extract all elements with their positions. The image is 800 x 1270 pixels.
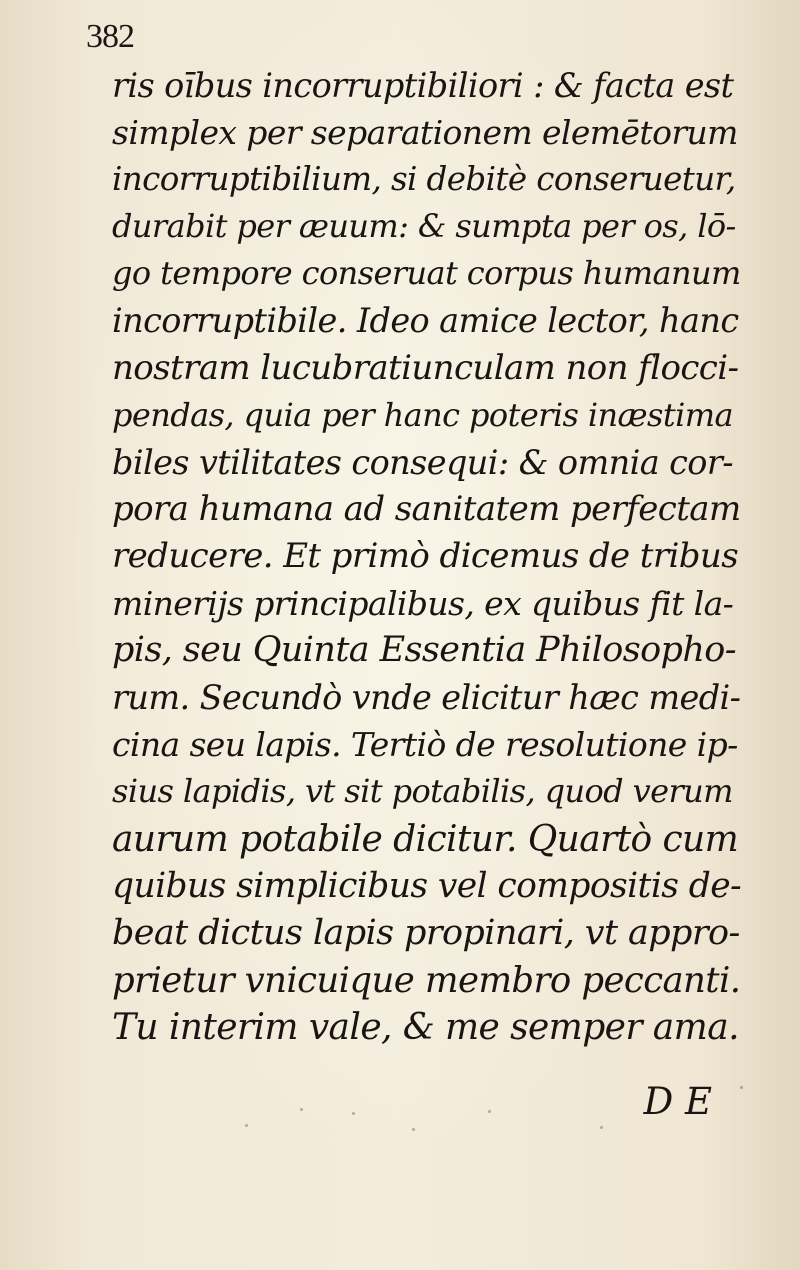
text-line: beat dictus lapis propinari, vt appro- <box>112 912 740 953</box>
text-line: rum. Secundò vnde elicitur hæc medi- <box>112 678 741 718</box>
paper-speck <box>600 1126 603 1129</box>
text-line: nostram lucubratiunculam non flocci- <box>112 347 739 388</box>
paper-speck <box>740 1086 743 1089</box>
text-line: cina seu lapis. Tertiò de resolutione ip- <box>112 725 738 765</box>
page-number: 382 <box>86 18 134 55</box>
catchword: D E <box>643 1080 712 1123</box>
paper-speck <box>352 1112 355 1115</box>
text-line: pis, seu Quinta Essentia Philosopho- <box>112 630 736 671</box>
text-line: biles vtilitates consequi: & omnia cor- <box>112 442 734 482</box>
text-line: minerijs principalibus, ex quibus fit la- <box>112 584 734 624</box>
text-line: durabit per æuum: & sumpta per os, lō- <box>112 207 736 246</box>
text-line: incorruptibile. Ideo amice lector, hanc <box>112 301 739 341</box>
paper-speck <box>300 1108 303 1111</box>
paper-speck <box>412 1128 415 1131</box>
text-line: pora humana ad sanitatem perfectam <box>112 488 741 529</box>
text-line: sius lapidis, vt sit potabilis, quod verum <box>112 772 733 811</box>
paper-speck <box>488 1110 491 1113</box>
text-line: simplex per separationem elemētorum <box>112 113 738 153</box>
text-line: aurum potabile dicitur. Quartò cum <box>112 818 739 860</box>
text-line: go tempore conseruat corpus humanum <box>112 254 741 293</box>
text-line: ris oībus incorruptibiliori : & facta est <box>112 66 734 105</box>
text-line: prietur vnicuique membro peccanti. <box>112 959 741 1001</box>
text-block <box>112 62 742 1051</box>
text-line: pendas, quia per hanc poteris inæstima <box>112 395 733 434</box>
catchword-row <box>112 1080 712 1123</box>
text-line: Tu interim vale, & me semper ama. <box>112 1006 739 1048</box>
paper-speck <box>245 1124 248 1127</box>
text-line: reducere. Et primò dicemus de tribus <box>112 535 739 576</box>
text-line: quibus simplicibus vel compositis de- <box>112 865 742 906</box>
text-line: incorruptibilium, si debitè conseruetur, <box>112 160 736 199</box>
